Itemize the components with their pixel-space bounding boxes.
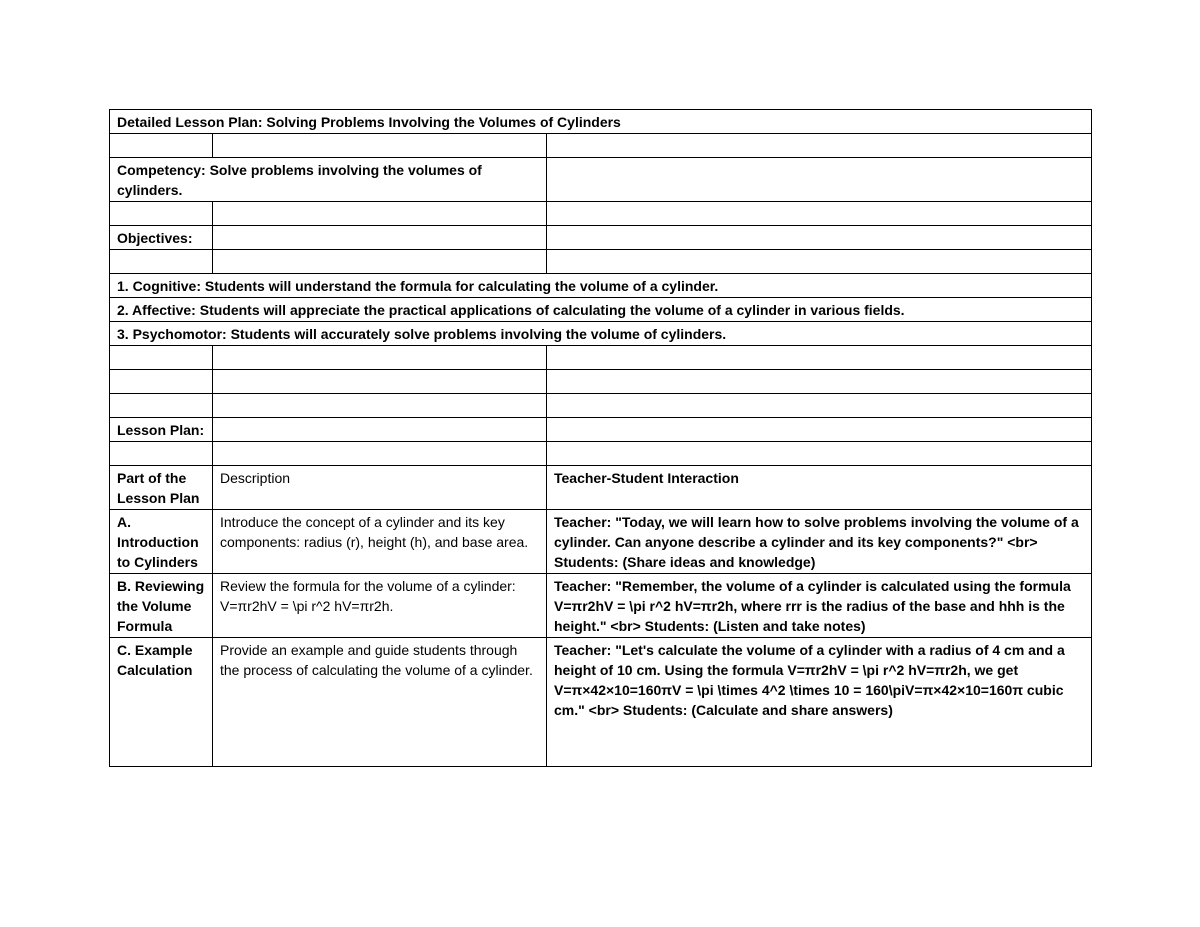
lesson-plan-table [109, 109, 1092, 767]
objective-psychomotor: 3. Psychomotor: Students will accurately solve problems involving the volume of cylinders. [110, 322, 1092, 346]
row-part: B. Reviewing the Volume Formula [110, 574, 213, 638]
empty-row [110, 346, 1092, 370]
row-part: C. Example Calculation [110, 638, 213, 767]
row-interaction: Teacher: "Remember, the volume of a cylinder is calculated using the formula V=πr2hV = \pi r^2 hV=πr2h, where rrr is the radius of the base and hhh is the height." <br> Students: (Listen and take notes) [547, 574, 1092, 638]
row-description: Review the formula for the volume of a cylinder: V=πr2hV = \pi r^2 hV=πr2h. [213, 574, 547, 638]
empty-row [110, 442, 1092, 466]
row-interaction: Teacher: "Let's calculate the volume of a cylinder with a radius of 4 cm and a height of 10 cm. Using the formula V=πr2hV = \pi r^2 hV=πr2h, we get V=π×42×10=160πV = \pi \times 4^2 \times 10 = 160\piV=π×42×10=160π cubic cm." <br> Students: (Calculate and share answers) [547, 638, 1092, 767]
empty-row [110, 370, 1092, 394]
competency-text: Competency: Solve problems involving the volumes of cylinders. [110, 158, 547, 202]
objective-affective: 2. Affective: Students will appreciate the practical applications of calculating the volume of a cylinder in various fields. [110, 298, 1092, 322]
table-row [110, 574, 1092, 638]
table-row [110, 510, 1092, 574]
header-part: Part of the Lesson Plan [110, 466, 213, 510]
row-description: Introduce the concept of a cylinder and its key components: radius (r), height (h), and base area. [213, 510, 547, 574]
lesson-plan-label: Lesson Plan: [110, 418, 213, 442]
objective-cognitive: 1. Cognitive: Students will understand the formula for calculating the volume of a cylinder. [110, 274, 1092, 298]
empty-row [110, 394, 1092, 418]
table-header-row [110, 466, 1092, 510]
document-title: Detailed Lesson Plan: Solving Problems Involving the Volumes of Cylinders [110, 110, 1092, 134]
empty-row [110, 202, 1092, 226]
empty-row [110, 134, 1092, 158]
objectives-label: Objectives: [110, 226, 213, 250]
row-interaction: Teacher: "Today, we will learn how to solve problems involving the volume of a cylinder. Can anyone describe a cylinder and its key components?" <br> Students: (Share ideas and knowledge) [547, 510, 1092, 574]
empty-row [110, 250, 1092, 274]
table-row [110, 638, 1092, 767]
row-description: Provide an example and guide students through the process of calculating the volume of a cylinder. [213, 638, 547, 767]
row-part: A. Introduction to Cylinders [110, 510, 213, 574]
header-interaction: Teacher-Student Interaction [547, 466, 1092, 510]
header-description: Description [213, 466, 547, 510]
